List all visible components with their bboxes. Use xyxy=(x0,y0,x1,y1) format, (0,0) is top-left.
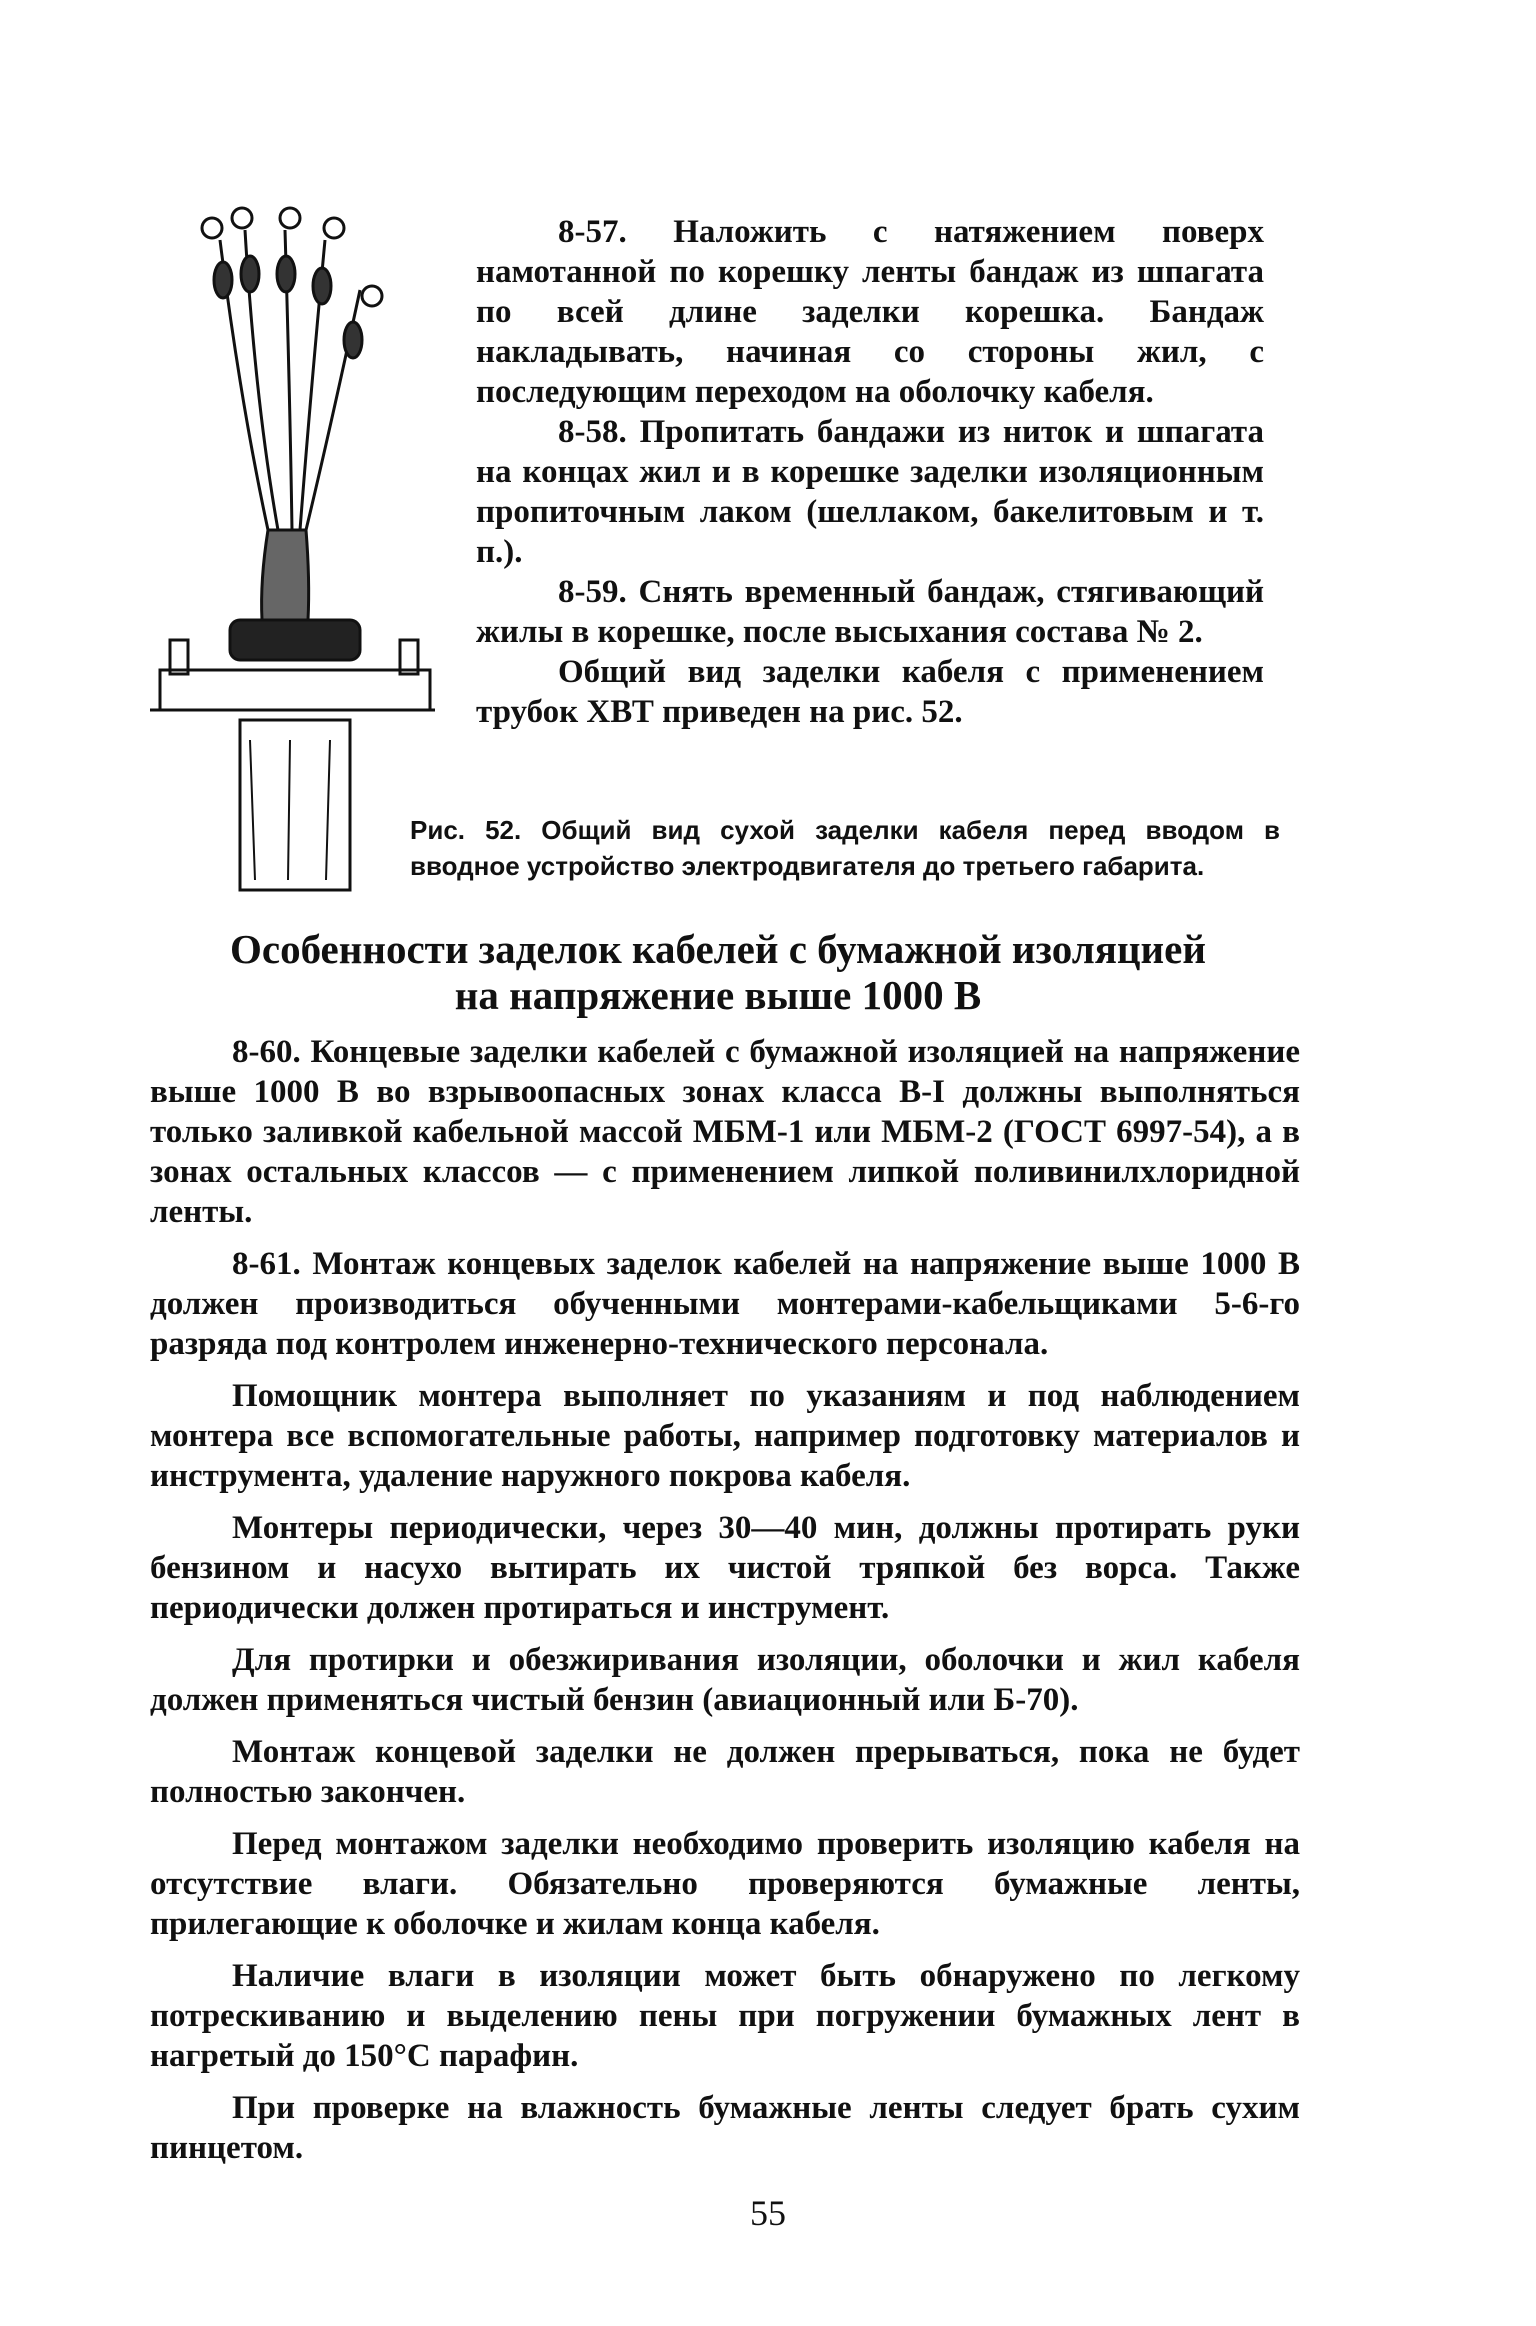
paragraph-8-57 xyxy=(476,212,1264,412)
figure-caption: Рис. 52. Общий вид сухой заделки кабеля перед вводом в вводное устройство электродвигателя до третьего габарита. xyxy=(410,815,1280,881)
paragraph-text: Помощник монтера выполняет по указаниям и под наблюдением монтера все вспомогательные работы, например подготовку материалов и инструмента, удаление наружного покрова кабеля. xyxy=(150,1378,1300,1494)
paragraph-hand-cleaning xyxy=(150,1508,1300,1628)
paragraph-text: Монтеры периодически, через 30—40 мин, должны протирать руки бензином и насухо вытирать их чистой тряпкой без ворса. Также периодически должен протираться и инструмент. xyxy=(150,1510,1300,1626)
paragraph-8-61 xyxy=(150,1244,1300,1364)
page-number: 55 xyxy=(750,2193,786,2233)
section-title-line-1: Особенности заделок кабелей с бумажной изоляцией xyxy=(229,926,1206,972)
section-title-line-2: на напряжение выше 1000 В xyxy=(454,972,982,1018)
paragraph-figure-reference xyxy=(476,652,1264,732)
paragraph-text: Перед монтажом заделки необходимо проверить изоляцию кабеля на отсутствие влаги. Обязательно проверяются бумажные ленты, прилегающие к оболочке и жилам конца кабеля. xyxy=(150,1826,1300,1942)
paragraph-number: 8-60. xyxy=(232,1034,301,1070)
paragraph-dry-tweezers xyxy=(150,2088,1300,2168)
paragraph-8-58 xyxy=(476,412,1264,572)
paragraph-number: 8-57. xyxy=(558,214,627,250)
paragraph-text: Пропитать бандажи из ниток и шпагата на концах жил и в корешке заделки изоляционным пропиточным лаком (шеллаком, бакелитовым и т. п.). xyxy=(476,414,1264,570)
paragraph-moisture-check xyxy=(150,1824,1300,1944)
paragraph-text: При проверке на влажность бумажные ленты следует брать сухим пинцетом. xyxy=(150,2090,1300,2166)
paragraph-text: Наличие влаги в изоляции может быть обнаружено по легкому потрескиванию и выделению пены при погружении бумажных лент в нагретый до 150°С парафин. xyxy=(150,1958,1300,2074)
body-text-column xyxy=(150,1032,1300,2180)
paragraph-no-interruption xyxy=(150,1732,1300,1812)
paragraph-text: Для протирки и обезжиривания изоляции, оболочки и жил кабеля должен применяться чистый бензин (авиационный или Б-70). xyxy=(150,1642,1300,1718)
paragraph-text: Концевые заделки кабелей с бумажной изоляцией на напряжение выше 1000 В во взрывоопасных зонах класса В-I должны выполняться только заливкой кабельной массой МБМ-1 или МБМ-2 (ГОСТ 6997-54), а в зонах остальных классов — с применением липкой поливинилхлоридной ленты. xyxy=(150,1034,1300,1230)
cable-termination-drawing xyxy=(150,200,450,900)
cable-termination-figure xyxy=(150,200,450,900)
paragraph-text: Монтаж концевых заделок кабелей на напряжение выше 1000 В должен производиться обученными монтерами-кабельщиками 5-6-го разряда под контролем инженерно-технического персонала. xyxy=(150,1246,1300,1362)
top-text-column xyxy=(476,212,1264,732)
paragraph-number: 8-61. xyxy=(232,1246,301,1282)
section-title xyxy=(150,926,1286,1018)
paragraph-text: Снять временный бандаж, стягивающий жилы в корешке, после высыхания состава № 2. xyxy=(476,574,1264,650)
paragraph-assistant-duties xyxy=(150,1376,1300,1496)
paragraph-number: 8-59. xyxy=(558,574,627,610)
paragraph-text: Наложить с натяжением поверх намотанной по корешку ленты бандаж из шпагата по всей длине заделки корешка. Бандаж накладывать, начиная со стороны жил, с последующим переходом на оболочку кабеля. xyxy=(476,214,1264,410)
paragraph-text: Монтаж концевой заделки не должен прерываться, пока не будет полностью закончен. xyxy=(150,1734,1300,1810)
paragraph-moisture-detection xyxy=(150,1956,1300,2076)
paragraph-degreasing xyxy=(150,1640,1300,1720)
paragraph-text: Общий вид заделки кабеля с применением трубок ХВТ приведен на рис. 52. xyxy=(476,654,1264,730)
paragraph-number: 8-58. xyxy=(558,414,627,450)
paragraph-8-60 xyxy=(150,1032,1300,1232)
paragraph-8-59 xyxy=(476,572,1264,652)
